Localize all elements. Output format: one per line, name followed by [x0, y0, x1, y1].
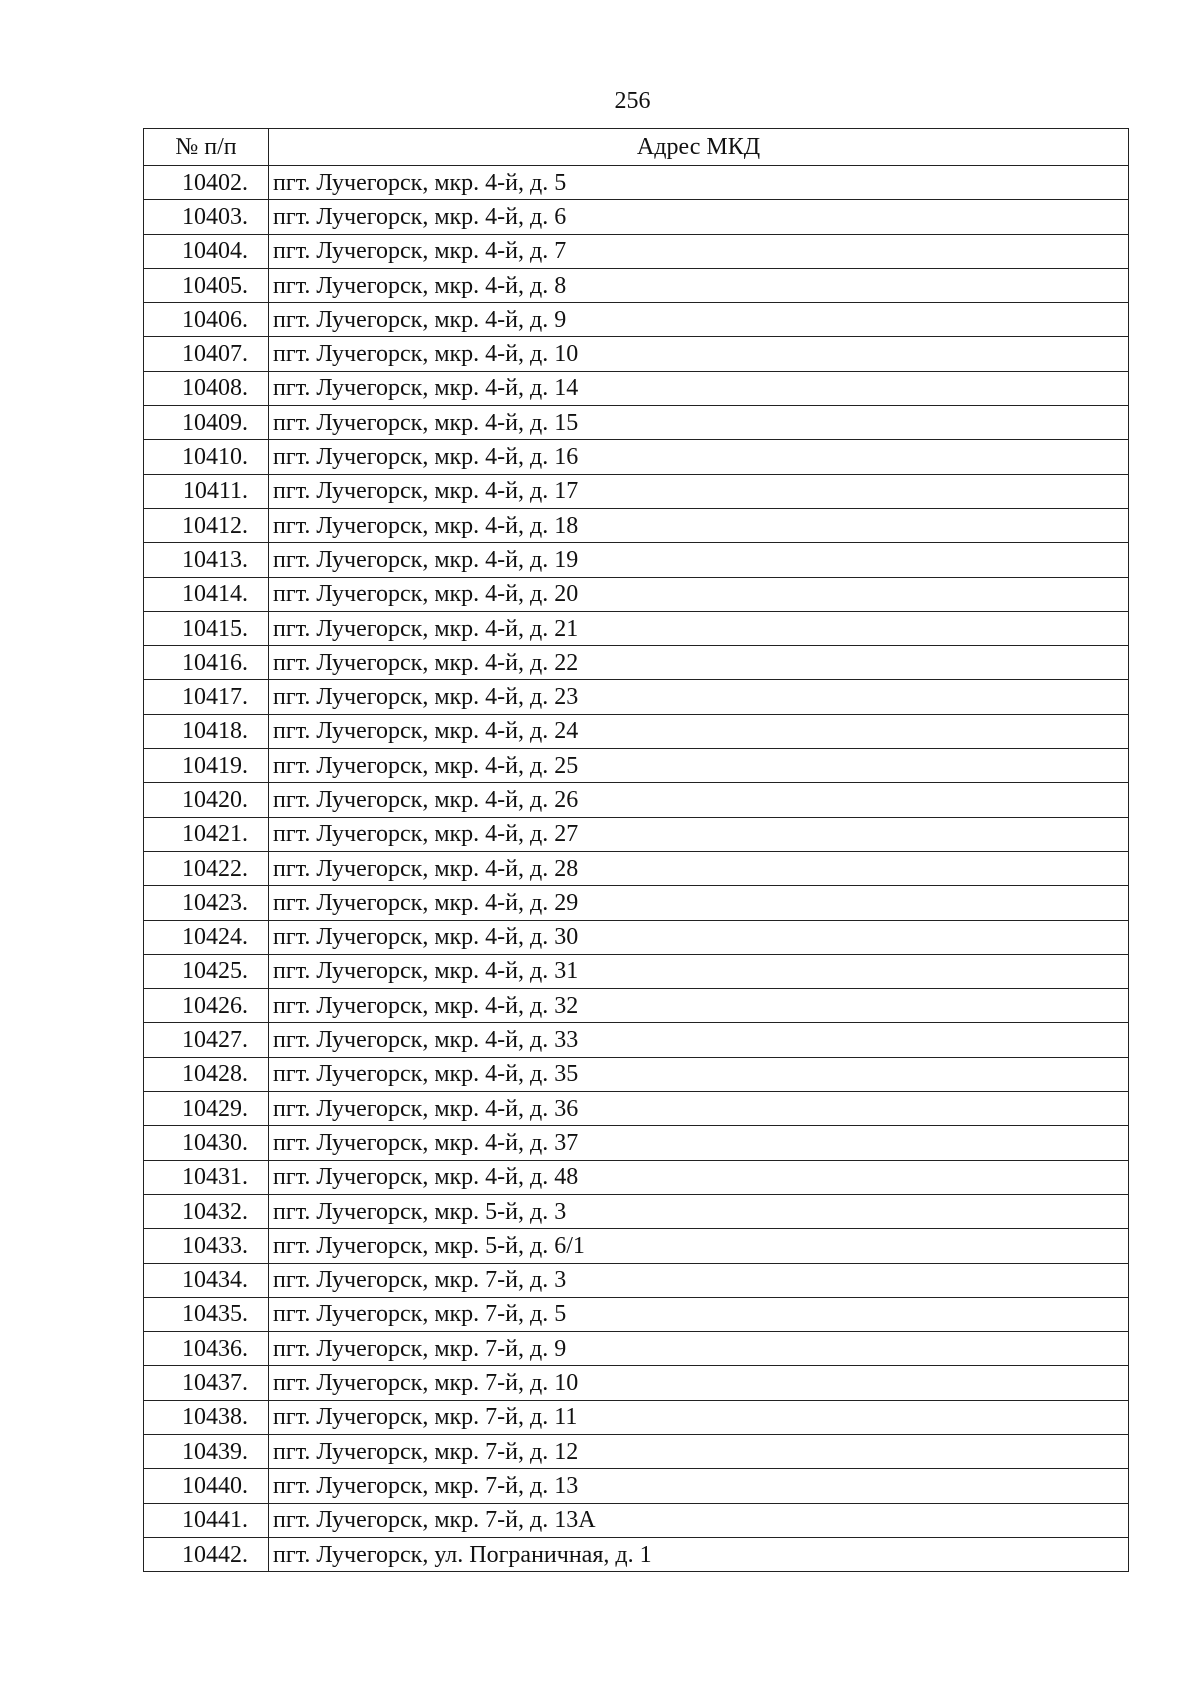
row-number-cell: 10433. [144, 1229, 269, 1263]
mkd-address-table [143, 128, 1129, 1572]
row-number-cell: 10427. [144, 1023, 269, 1057]
row-number-cell: 10436. [144, 1332, 269, 1366]
row-number-cell: 10429. [144, 1092, 269, 1126]
table-row [144, 1023, 1129, 1057]
table-row [144, 817, 1129, 851]
row-number-cell: 10402. [144, 166, 269, 200]
row-number-cell: 10424. [144, 920, 269, 954]
row-number-cell: 10439. [144, 1434, 269, 1468]
address-cell: пгт. Лучегорск, мкр. 4-й, д. 37 [269, 1126, 1129, 1160]
row-number-cell: 10420. [144, 783, 269, 817]
row-number-cell: 10423. [144, 886, 269, 920]
row-number-cell: 10437. [144, 1366, 269, 1400]
row-number-cell: 10431. [144, 1160, 269, 1194]
address-cell: пгт. Лучегорск, мкр. 4-й, д. 29 [269, 886, 1129, 920]
row-number-cell: 10432. [144, 1194, 269, 1228]
address-cell: пгт. Лучегорск, мкр. 4-й, д. 27 [269, 817, 1129, 851]
table-row [144, 920, 1129, 954]
row-number-cell: 10440. [144, 1469, 269, 1503]
table-row [144, 1297, 1129, 1331]
address-cell: пгт. Лучегорск, мкр. 4-й, д. 26 [269, 783, 1129, 817]
row-number-cell: 10403. [144, 200, 269, 234]
table-row [144, 1434, 1129, 1468]
row-number-cell: 10404. [144, 234, 269, 268]
row-number-cell: 10417. [144, 680, 269, 714]
address-cell: пгт. Лучегорск, мкр. 4-й, д. 33 [269, 1023, 1129, 1057]
table-row [144, 749, 1129, 783]
address-cell: пгт. Лучегорск, мкр. 4-й, д. 6 [269, 200, 1129, 234]
table-row [144, 303, 1129, 337]
row-number-cell: 10407. [144, 337, 269, 371]
table-row [144, 508, 1129, 542]
table-row [144, 268, 1129, 302]
address-cell: пгт. Лучегорск, мкр. 4-й, д. 21 [269, 611, 1129, 645]
table-row [144, 577, 1129, 611]
address-cell: пгт. Лучегорск, мкр. 4-й, д. 35 [269, 1057, 1129, 1091]
address-cell: пгт. Лучегорск, мкр. 7-й, д. 13 [269, 1469, 1129, 1503]
row-number-cell: 10419. [144, 749, 269, 783]
table-row [144, 1092, 1129, 1126]
row-number-cell: 10408. [144, 371, 269, 405]
table-row [144, 1332, 1129, 1366]
address-cell: пгт. Лучегорск, мкр. 4-й, д. 20 [269, 577, 1129, 611]
address-cell: пгт. Лучегорск, мкр. 4-й, д. 9 [269, 303, 1129, 337]
row-number-cell: 10416. [144, 646, 269, 680]
address-cell: пгт. Лучегорск, мкр. 4-й, д. 19 [269, 543, 1129, 577]
address-cell: пгт. Лучегорск, мкр. 4-й, д. 22 [269, 646, 1129, 680]
table-row [144, 714, 1129, 748]
address-cell: пгт. Лучегорск, мкр. 4-й, д. 8 [269, 268, 1129, 302]
row-number-cell: 10411. [144, 474, 269, 508]
table-row [144, 234, 1129, 268]
address-cell: пгт. Лучегорск, мкр. 4-й, д. 23 [269, 680, 1129, 714]
address-cell: пгт. Лучегорск, мкр. 4-й, д. 25 [269, 749, 1129, 783]
table-row [144, 200, 1129, 234]
table-header-row [144, 129, 1129, 166]
table-row [144, 886, 1129, 920]
table-row [144, 954, 1129, 988]
row-number-cell: 10442. [144, 1537, 269, 1571]
column-header-address: Адрес МКД [269, 129, 1129, 166]
address-cell: пгт. Лучегорск, мкр. 7-й, д. 5 [269, 1297, 1129, 1331]
table-row [144, 1194, 1129, 1228]
table-row [144, 166, 1129, 200]
address-cell: пгт. Лучегорск, мкр. 4-й, д. 14 [269, 371, 1129, 405]
row-number-cell: 10441. [144, 1503, 269, 1537]
row-number-cell: 10421. [144, 817, 269, 851]
table-row [144, 1229, 1129, 1263]
address-cell: пгт. Лучегорск, мкр. 7-й, д. 3 [269, 1263, 1129, 1297]
address-cell: пгт. Лучегорск, мкр. 4-й, д. 17 [269, 474, 1129, 508]
table-row [144, 406, 1129, 440]
address-cell: пгт. Лучегорск, мкр. 4-й, д. 32 [269, 989, 1129, 1023]
address-cell: пгт. Лучегорск, мкр. 7-й, д. 13А [269, 1503, 1129, 1537]
address-cell: пгт. Лучегорск, мкр. 7-й, д. 9 [269, 1332, 1129, 1366]
address-cell: пгт. Лучегорск, мкр. 4-й, д. 48 [269, 1160, 1129, 1194]
row-number-cell: 10430. [144, 1126, 269, 1160]
table-row [144, 1400, 1129, 1434]
row-number-cell: 10418. [144, 714, 269, 748]
page-number: 256 [614, 88, 651, 114]
row-number-cell: 10413. [144, 543, 269, 577]
table-row [144, 474, 1129, 508]
row-number-cell: 10410. [144, 440, 269, 474]
address-cell: пгт. Лучегорск, ул. Пограничная, д. 1 [269, 1537, 1129, 1571]
table-row [144, 1503, 1129, 1537]
row-number-cell: 10434. [144, 1263, 269, 1297]
address-cell: пгт. Лучегорск, мкр. 5-й, д. 3 [269, 1194, 1129, 1228]
table-row [144, 371, 1129, 405]
table-row [144, 543, 1129, 577]
table-row [144, 1263, 1129, 1297]
table-row [144, 337, 1129, 371]
address-cell: пгт. Лучегорск, мкр. 5-й, д. 6/1 [269, 1229, 1129, 1263]
row-number-cell: 10414. [144, 577, 269, 611]
table-row [144, 1057, 1129, 1091]
table-row [144, 1126, 1129, 1160]
table-body [144, 166, 1129, 1572]
column-header-number: № п/п [144, 129, 269, 166]
table-row [144, 1160, 1129, 1194]
row-number-cell: 10405. [144, 268, 269, 302]
address-cell: пгт. Лучегорск, мкр. 4-й, д. 10 [269, 337, 1129, 371]
row-number-cell: 10422. [144, 851, 269, 885]
address-cell: пгт. Лучегорск, мкр. 7-й, д. 10 [269, 1366, 1129, 1400]
address-cell: пгт. Лучегорск, мкр. 4-й, д. 30 [269, 920, 1129, 954]
address-cell: пгт. Лучегорск, мкр. 4-й, д. 28 [269, 851, 1129, 885]
address-cell: пгт. Лучегорск, мкр. 4-й, д. 36 [269, 1092, 1129, 1126]
table-row [144, 783, 1129, 817]
row-number-cell: 10428. [144, 1057, 269, 1091]
address-cell: пгт. Лучегорск, мкр. 4-й, д. 31 [269, 954, 1129, 988]
row-number-cell: 10409. [144, 406, 269, 440]
table-row [144, 646, 1129, 680]
row-number-cell: 10425. [144, 954, 269, 988]
table-row [144, 440, 1129, 474]
row-number-cell: 10435. [144, 1297, 269, 1331]
address-cell: пгт. Лучегорск, мкр. 4-й, д. 24 [269, 714, 1129, 748]
address-cell: пгт. Лучегорск, мкр. 4-й, д. 7 [269, 234, 1129, 268]
address-cell: пгт. Лучегорск, мкр. 7-й, д. 12 [269, 1434, 1129, 1468]
row-number-cell: 10415. [144, 611, 269, 645]
table-row [144, 1537, 1129, 1571]
table-row [144, 851, 1129, 885]
table-row [144, 611, 1129, 645]
address-cell: пгт. Лучегорск, мкр. 4-й, д. 18 [269, 508, 1129, 542]
table-row [144, 1469, 1129, 1503]
table-row [144, 1366, 1129, 1400]
address-cell: пгт. Лучегорск, мкр. 4-й, д. 5 [269, 166, 1129, 200]
row-number-cell: 10406. [144, 303, 269, 337]
address-cell: пгт. Лучегорск, мкр. 4-й, д. 15 [269, 406, 1129, 440]
row-number-cell: 10412. [144, 508, 269, 542]
row-number-cell: 10426. [144, 989, 269, 1023]
address-cell: пгт. Лучегорск, мкр. 4-й, д. 16 [269, 440, 1129, 474]
table-row [144, 989, 1129, 1023]
table-row [144, 680, 1129, 714]
row-number-cell: 10438. [144, 1400, 269, 1434]
address-cell: пгт. Лучегорск, мкр. 7-й, д. 11 [269, 1400, 1129, 1434]
